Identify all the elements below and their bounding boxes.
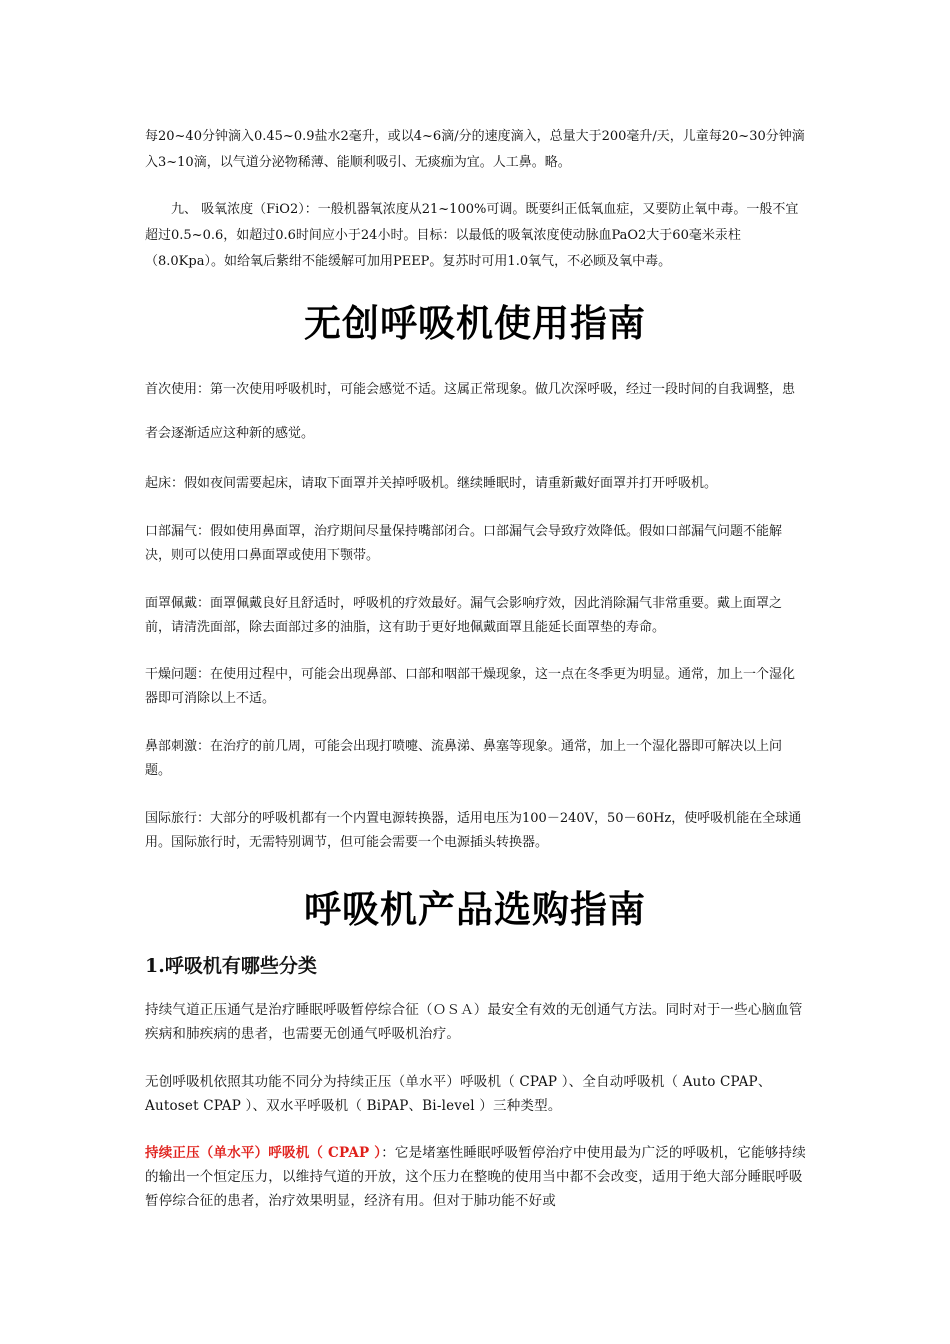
paragraph-getting-up: 起床：假如夜间需要起床，请取下面罩并关掉呼吸机。继续睡眠时，请重新戴好面罩并打开呼吸机。 xyxy=(145,476,718,491)
paragraph-saline-drip: 每20~40分钟滴入0.45~0.9盐水2毫升，或以4~6滴/分的速度滴入，总量大于200毫升/天，儿童每20~30分钟滴入3~10滴，以气道分泌物稀薄、能顺利吸引、无痰痂为宜。人工鼻。略。 xyxy=(145,129,805,170)
cpap-highlight-term: 持续正压（单水平）呼吸机（ CPAP ） xyxy=(145,1145,382,1161)
paragraph-dryness: 干燥问题：在使用过程中，可能会出现鼻部、口部和咽部干燥现象，这一点在冬季更为明显。通常，加上一个湿化器即可消除以上不适。 xyxy=(145,667,796,706)
paragraph-cpap-description xyxy=(145,1141,807,1213)
paragraph-mask-wearing: 面罩佩戴：面罩佩戴良好且舒适时，呼吸机的疗效最好。漏气会影响疗效，因此消除漏气非常重要。戴上面罩之前，请清洗面部，除去面部过多的油脂，这有助于更好地佩戴面罩且能延长面罩垫的寿命。 xyxy=(145,596,783,635)
paragraph-nasal-irritation: 鼻部刺激：在治疗的前几周，可能会出现打喷嚏、流鼻涕、鼻塞等现象。通常，加上一个湿化器即可解决以上问题。 xyxy=(145,739,783,778)
paragraph-oxygen-concentration: 九、 吸氧浓度（FiO2）：一般机器氧浓度从21~100%可调。既要纠正低氧血症，又要防止氧中毒。一般不宜超过0.5~0.6，如超过0.6时间应小于24小时。目标：以最低的吸氧浓度使动脉血PaO2大于60毫米汞柱（8.0Kpa）。如给氧后紫绀不能缓解可加用PEEP。复苏时可用1.0氧气，不必顾及氧中毒。 xyxy=(145,202,799,269)
cpap-description-text: ：它是堵塞性睡眠呼吸暂停治疗中使用最为广泛的呼吸机，它能够持续的输出一个恒定压力，以维持气道的开放，这个压力在整晚的使用当中都不会改变，适用于绝大部分睡眠呼吸暂停综合征的患者，治疗效果明显，经济有用。但对于肺功能不好或 xyxy=(145,1145,806,1209)
paragraph-cpap-intro: 持续气道正压通气是治疗睡眠呼吸暂停综合征（ＯＳＡ）最安全有效的无创通气方法。同时对于一些心脑血管疾病和肺疾病的患者，也需要无创通气呼吸机治疗。 xyxy=(145,1002,803,1042)
paragraph-mouth-leak: 口部漏气：假如使用鼻面罩，治疗期间尽量保持嘴部闭合。口部漏气会导致疗效降低。假如口部漏气问题不能解决，则可以使用口鼻面罩或使用下颚带。 xyxy=(145,524,783,563)
title-ventilator-purchase-guide: 呼吸机产品选购指南 xyxy=(304,888,646,931)
section-heading-classification: 1.呼吸机有哪些分类 xyxy=(145,955,317,977)
paragraph-first-use: 首次使用：第一次使用呼吸机时，可能会感觉不适。这属正常现象。做几次深呼吸，经过一段时间的自我调整，患者会逐渐适应这种新的感觉。 xyxy=(145,382,796,441)
paragraph-ventilator-types: 无创呼吸机依照其功能不同分为持续正压（单水平）呼吸机（ CPAP ）、全自动呼吸机（ Auto CPAP、Autoset CPAP ）、双水平呼吸机（ BiPAP、Bi-level ）三种类型。 xyxy=(145,1074,772,1114)
paragraph-international-travel: 国际旅行：大部分的呼吸机都有一个内置电源转换器，适用电压为100－240V，50－60Hz，使呼吸机能在全球通用。国际旅行时，无需特别调节，但可能会需要一个电源插头转换器。 xyxy=(145,811,802,850)
title-ventilator-usage-guide: 无创呼吸机使用指南 xyxy=(304,302,646,345)
